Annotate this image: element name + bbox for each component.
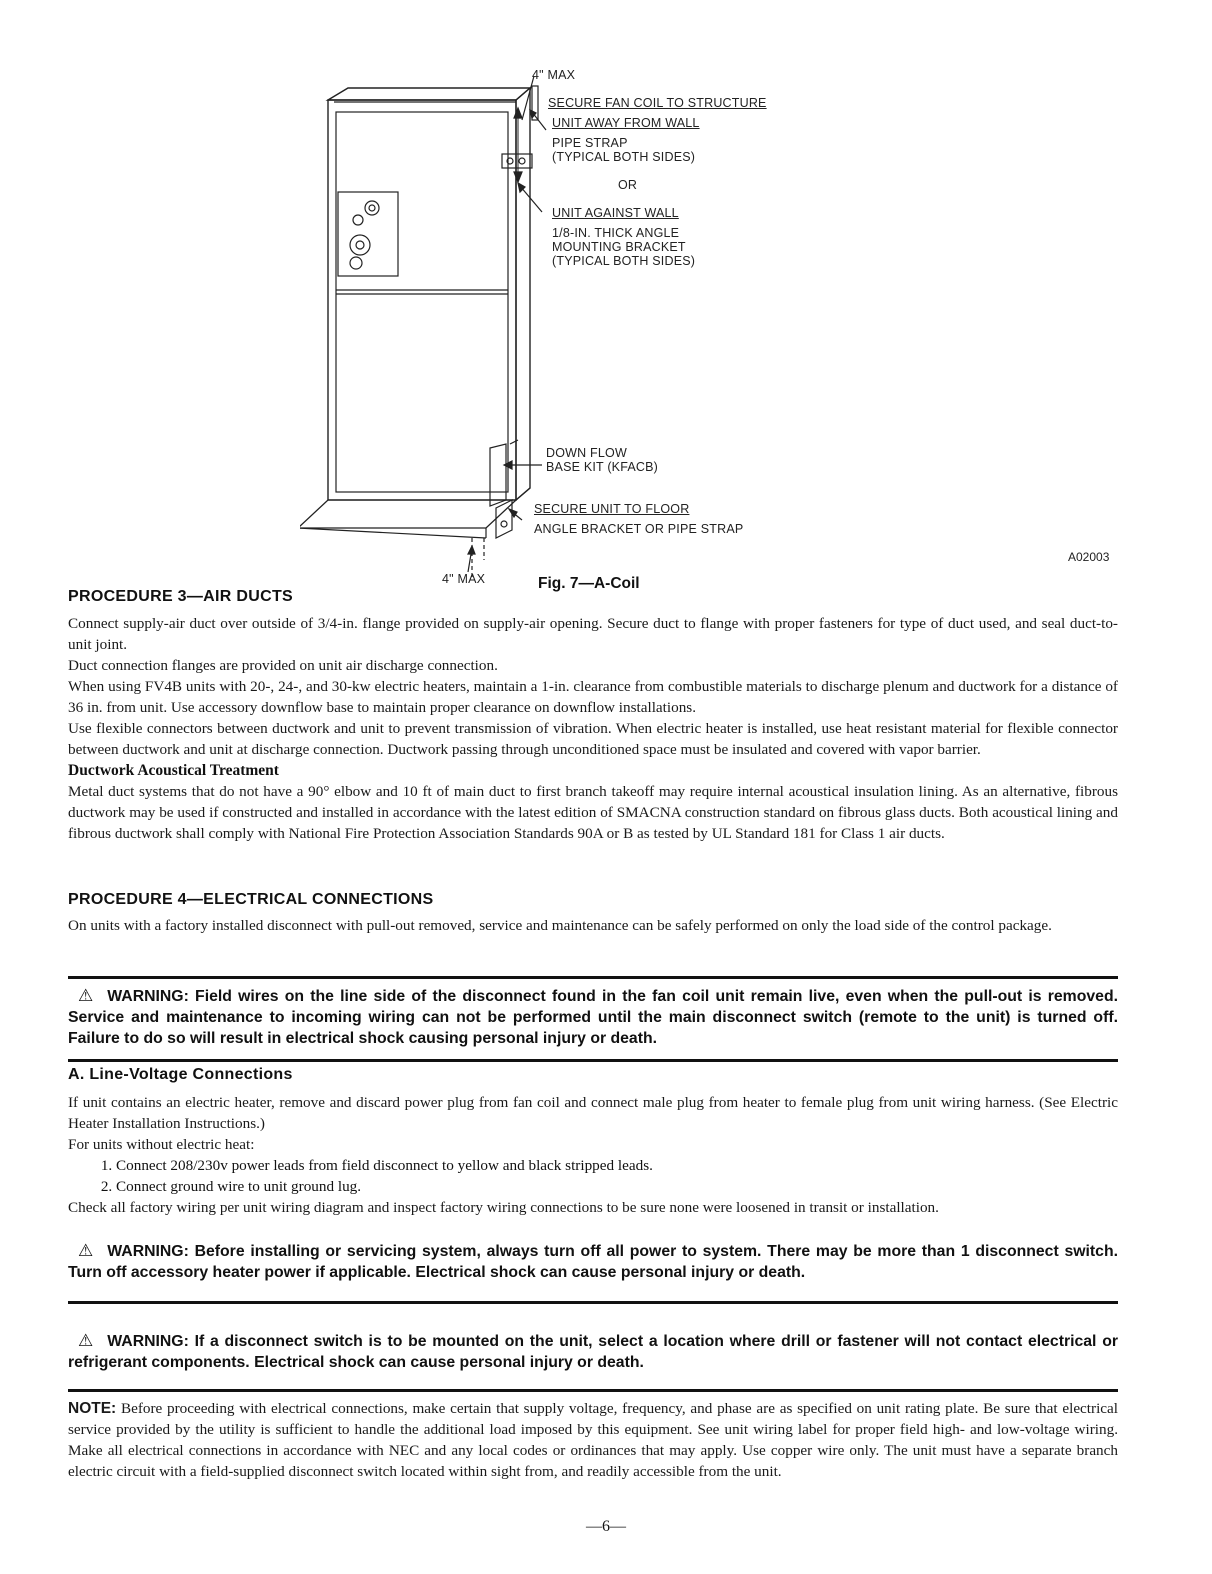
line-voltage-steps: [68, 1155, 1118, 1197]
procedure-3-section: [68, 588, 1118, 844]
line-voltage-para-3: Check all factory wiring per unit wiring diagram and inspect factory wiring connections to be sure none were loosened in transit or installation.: [68, 1199, 939, 1216]
line-voltage-para-1: If unit contains an electric heater, remove and discard power plug from fan coil and connect male plug from heater to female plug from unit wiring harness. (See Electric Heater Installation Instructions.): [68, 1094, 1118, 1132]
procedure-4-heading: PROCEDURE 4—ELECTRICAL CONNECTIONS: [68, 891, 434, 908]
procedure-3-para-1: Connect supply-air duct over outside of 3/4-in. flange provided on supply-air opening. Secure duct to flange with proper fasteners for type of duct used, and seal duct-to-unit joint.: [68, 615, 1118, 653]
label-unit-against: UNIT AGAINST WALL: [552, 206, 679, 220]
warning-box-3: [68, 1324, 1118, 1392]
label-typical-both-2: (TYPICAL BOTH SIDES): [552, 254, 696, 268]
list-item: 1. Connect 208/230v power leads from field disconnect to yellow and black stripped leads.: [116, 1155, 1118, 1176]
label-secure-fan-coil: SECURE FAN COIL TO STRUCTURE: [548, 96, 767, 110]
warning-triangle-icon: ⚠: [78, 1331, 94, 1350]
warning-2-text: ⚠ WARNING: Before installing or servicing system, always turn off all power to system. There may be more than 1 disconnect switch. Turn off accessory heater power if applicable. Electrical shock can cause personal injury or death.: [68, 1241, 1118, 1281]
label-typical-both-1: (TYPICAL BOTH SIDES): [552, 150, 696, 164]
note-label: NOTE:: [68, 1400, 117, 1417]
label-angle-1: 1/8-IN. THICK ANGLE: [552, 226, 680, 240]
list-item: 2. Connect ground wire to unit ground lug.: [116, 1176, 1118, 1197]
procedure-3-heading: PROCEDURE 3—AIR DUCTS: [68, 588, 293, 605]
warning-triangle-icon: ⚠: [78, 986, 94, 1005]
line-voltage-para-2: For units without electric heat:: [68, 1136, 255, 1153]
page-number: —6—: [586, 1518, 626, 1535]
warning-1-text: ⚠ WARNING: Field wires on the line side of the disconnect found in the fan coil unit remain live, even when the pull-out is removed. Service and maintenance to incoming wiring can not be performed until the main disconnect switch (remote to the unit) is turned off. Failure to do so will result in electrical shock causing personal injury or death.: [68, 986, 1118, 1047]
label-max-top: 4" MAX: [532, 68, 576, 82]
warning-3-text: ⚠ WARNING: If a disconnect switch is to be mounted on the unit, select a location where drill or fastener will not contact electrical or refrigerant components. Electrical shock can cause personal injury or death.: [68, 1331, 1118, 1371]
label-max-bottom: 4" MAX: [442, 572, 486, 586]
procedure-3-para-2: Duct connection flanges are provided on unit air discharge connection.: [68, 657, 498, 674]
procedure-4-section: [68, 891, 1118, 936]
a-coil-figure: [300, 60, 860, 600]
warning-triangle-icon: ⚠: [78, 1241, 94, 1260]
label-secure-floor: SECURE UNIT TO FLOOR: [534, 502, 690, 516]
figure-id: A02003: [1068, 550, 1110, 564]
label-angle-2: MOUNTING BRACKET: [552, 240, 686, 254]
procedure-3-para-4: Use flexible connectors between ductwork and unit to prevent transmission of vibration. When electric heater is installed, use heat resistant material for flexible connector between ductwork and unit at discharge connection. Ductwork passing through unconditioned space must be insulated and covered with vapor barrier.: [68, 720, 1118, 758]
note-paragraph: [68, 1398, 1118, 1482]
note-section: [68, 1398, 1118, 1482]
label-or: OR: [618, 178, 638, 192]
line-voltage-section: [68, 1066, 1118, 1218]
procedure-3-para-5: Metal duct systems that do not have a 90° elbow and 10 ft of main duct to first branch takeoff may require internal acoustical insulation lining. As an alternative, fibrous ductwork may be used if constructed and installed in accordance with the latest edition of SMACNA construction standard on fibrous glass ducts. Both acoustical lining and fibrous ductwork shall comply with National Fire Protection Association Standards 90A or B as tested by UL Standard 181 for Class 1 air ducts.: [68, 783, 1118, 842]
acoustical-subheading: Ductwork Acoustical Treatment: [68, 762, 279, 779]
label-unit-away: UNIT AWAY FROM WALL: [552, 116, 700, 130]
warning-box-1: [68, 976, 1118, 1062]
label-base-kit: BASE KIT (KFACB): [546, 460, 659, 474]
label-angle-or-pipe: ANGLE BRACKET OR PIPE STRAP: [534, 522, 744, 536]
procedure-3-para-3: When using FV4B units with 20-, 24-, and 30-kw electric heaters, maintain a 1-in. clearance from combustible materials to discharge plenum and ductwork for a distance of 36 in. from unit. Use accessory downflow base to maintain proper clearance on downflow installations.: [68, 678, 1118, 716]
label-pipe-strap: PIPE STRAP: [552, 136, 628, 150]
note-text: Before proceeding with electrical connections, make certain that supply voltage, frequency, and phase are as specified on unit rating plate. Be sure that electrical service provided by the utility is sufficient to handle the additional load imposed by this equipment. See unit wiring label for proper field high- and low-voltage wiring. Make all electrical connections in accordance with NEC and any local codes or ordinances that may apply. Use copper wire only. The unit must have a separate branch electric circuit with a field-supplied disconnect switch located within sight from, and readily accessible from the unit.: [68, 1400, 1118, 1480]
label-down-flow: DOWN FLOW: [546, 446, 627, 460]
procedure-4-para-1: On units with a factory installed disconnect with pull-out removed, service and maintenance can be safely performed on only the load side of the control package.: [68, 917, 1052, 934]
figure-caption: Fig. 7—A-Coil: [538, 575, 640, 592]
warning-box-2: [68, 1234, 1118, 1304]
line-voltage-heading: A. Line-Voltage Connections: [68, 1066, 293, 1083]
